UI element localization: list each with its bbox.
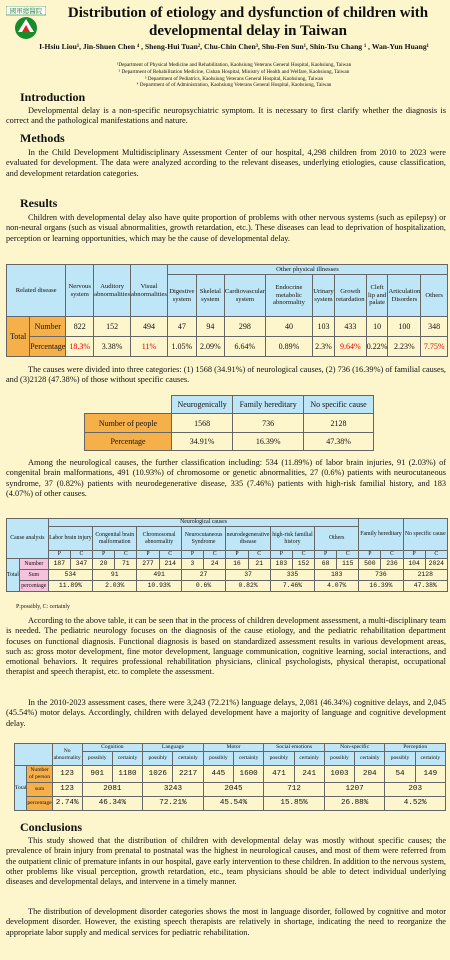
cell: 100 [388, 317, 421, 337]
certainly-label: certainly [233, 752, 263, 766]
no-abnormality-header: No abnormality [52, 744, 82, 766]
cause-analysis-header: Cause analysis [7, 519, 49, 559]
hospital-logo [6, 6, 46, 40]
cell: 91 [93, 570, 137, 581]
group-social: Social emotions [264, 744, 325, 752]
cell-highlight: 9.64% [334, 337, 366, 357]
cell: 16.39% [233, 433, 304, 451]
group-neurocutaneous: Neurocutaneous Syndrome [181, 527, 225, 551]
methods-heading: Methods [20, 131, 65, 145]
cell: 94 [196, 317, 224, 337]
neuro-causes-header: Neurological causes [48, 519, 359, 527]
cell: 348 [421, 317, 448, 337]
cell: 16.39% [359, 581, 403, 592]
cell: 2.09% [196, 337, 224, 357]
cell: 1003 [324, 766, 354, 783]
group-labor: Labor brain injury [48, 527, 92, 551]
cell: 34.91% [172, 433, 233, 451]
cell: 0.82% [226, 581, 271, 592]
cell: 2128 [304, 414, 374, 433]
row-number-label: Number of person [27, 766, 52, 783]
certainly-label: certainly [173, 752, 203, 766]
cell: 4.52% [385, 797, 446, 811]
cell: 203 [385, 783, 446, 797]
p-label: P [270, 551, 292, 559]
group-language: Language [143, 744, 204, 752]
total-label: Total [15, 766, 27, 811]
certainly-label: certainly [415, 752, 445, 766]
cell: 901 [82, 766, 112, 783]
cell: 471 [264, 766, 294, 783]
row-sum-label: Sum [19, 570, 48, 581]
cell: 40 [265, 317, 312, 337]
cell: 2.03% [93, 581, 137, 592]
cell: 2217 [173, 766, 203, 783]
dysfunction-table [14, 743, 446, 811]
results-paragraph-3: Among the neurological causes, the further classification including: 534 (11.89%) of labor brain injuries, 91 (2.03%) of congenital brain malformations, 491 (10.93%) of chromosome or genetic abnormalities, 27 (0.6%) patients with neurocutaneous syndrome, 37 (0.82%) patients with neurodegenerative disease, 335 (7.46%) patients with high-risk familial history, and 183 (4.07%) of other causes. [6, 458, 446, 498]
header-no-specific: No specific cause [304, 396, 374, 414]
cell: 736 [233, 414, 304, 433]
cell: 2081 [82, 783, 143, 797]
cell: 2024 [425, 559, 447, 570]
cell: 277 [137, 559, 159, 570]
header-family: Family hereditary [233, 396, 304, 414]
cell: 27 [181, 570, 225, 581]
c-label: C [159, 551, 181, 559]
cell: 2.3% [313, 337, 335, 357]
cell: 214 [159, 559, 181, 570]
cell-highlight: 11% [131, 337, 168, 357]
affiliation-2: ² Department of Rehabilitation Medicine, Cishan Hospital, Ministry of Health and Welfare, Kaohsiung, Taiwan [118, 68, 350, 75]
cell: 183 [315, 570, 359, 581]
c-label: C [337, 551, 359, 559]
cell: 10.93% [137, 581, 181, 592]
related-disease-table [6, 264, 448, 357]
cell: 24 [204, 559, 226, 570]
cell: 47.38% [403, 581, 447, 592]
row-label: Percentage [85, 433, 172, 451]
table-footnote: P:possibly, C: certainly [16, 604, 70, 610]
p-label: P [359, 551, 381, 559]
group-cognition: Cognition [82, 744, 143, 752]
cause-analysis-table [6, 518, 448, 592]
cell: 241 [294, 766, 324, 783]
logo-text: 國軍總醫院 [9, 7, 43, 15]
affiliation-1: ¹Department of Physical Medicine and Rehabilitation, Kaohsiung Veterans General Hospital, Kaohsiung, Taiwan [116, 62, 352, 68]
col-skeletal: Skeletal system [196, 275, 224, 317]
affiliations [20, 62, 448, 89]
cell: 7.46% [270, 581, 314, 592]
row-number-label: Number [30, 317, 66, 337]
cell: 1568 [172, 414, 233, 433]
family-hereditary-header: Family hereditary [359, 519, 403, 551]
c-label: C [70, 551, 92, 559]
cell: 0.89% [265, 337, 312, 357]
certainly-label: certainly [294, 752, 324, 766]
p-label: P [137, 551, 159, 559]
col-cardiovascular: Cardiovascular system [224, 275, 265, 317]
row-label: Number of people [85, 414, 172, 433]
c-label: C [381, 551, 403, 559]
cell: 16 [226, 559, 248, 570]
cell: 149 [415, 766, 445, 783]
possibly-label: possibly [82, 752, 112, 766]
cell: 4.07% [315, 581, 359, 592]
introduction-text: Developmental delay is a non-specific neuropsychiatric symptom. It is necessary to first clarify whether the diagnosis is correct and the pathological manifestations and nature. [6, 106, 446, 126]
p-label: P [315, 551, 337, 559]
methods-text: In the Child Development Multidisciplinary Assessment Center of our hospital, 4,298 children from 2010 to 2023 were evaluated for development. The data were analyzed according to the relevant diseases, underlying etiologies, cause classification, and development retardation categories. [6, 148, 446, 178]
cell: 2.74% [52, 797, 82, 811]
row-number-label: Number [19, 559, 48, 570]
row-percentage-label: Percentage [30, 337, 66, 357]
results-paragraph-1: Children with developmental delay also have quite proportion of problems with other nervous systems (such as epilepsy) or non-neural organs (such as visual abnormalities, growth retardation, etc.). These diseases can lead to deprivation of hospitalization, perception or learning opportunities, which may be the cause of developmental delay. [6, 213, 446, 243]
p-label: P [48, 551, 70, 559]
cell-highlight: 18.3% [66, 337, 94, 357]
cell: 0.22% [366, 337, 388, 357]
p-label: P [93, 551, 115, 559]
cell: 123 [52, 766, 82, 783]
cell: 45.54% [203, 797, 264, 811]
related-disease-header: Related disease [7, 265, 66, 317]
col-endocrine: Endocrine metabolic abnormality [265, 275, 312, 317]
group-motor: Motor [203, 744, 264, 752]
cell: 37 [226, 570, 271, 581]
possibly-label: possibly [385, 752, 415, 766]
cell: 2128 [403, 570, 447, 581]
cell: 2.23% [388, 337, 421, 357]
cell: 3243 [143, 783, 204, 797]
p-label: P [403, 551, 425, 559]
c-label: C [248, 551, 270, 559]
cell: 3.38% [94, 337, 131, 357]
row-sum-label: sum [27, 783, 52, 797]
cell: 2045 [203, 783, 264, 797]
group-high-risk: high-risk familial history [270, 527, 314, 551]
cell: 152 [292, 559, 314, 570]
cell: 0.6% [181, 581, 225, 592]
cell: 712 [264, 783, 325, 797]
cell: 71 [115, 559, 137, 570]
no-specific-header: No specific cause [403, 519, 447, 551]
cell: 68 [315, 559, 337, 570]
c-label: C [204, 551, 226, 559]
group-congenital: Congenital brain malformation [93, 527, 137, 551]
cell: 1600 [233, 766, 263, 783]
cell: 822 [66, 317, 94, 337]
cell: 72.21% [143, 797, 204, 811]
c-label: C [115, 551, 137, 559]
cell: 6.64% [224, 337, 265, 357]
conclusions-paragraph-1: This study showed that the distribution of children with developmental delay was mostly without specific causes; the prevalence of brain injury from prenatal to postnatal was the highest in neurological causes, and most of them were referred from the outpatient clinic of premature infants in our hospital, gave early intervention to these children. In addition to the nervous system, other problems like visual perception, growth retardation, etc., team physicians should be able to detect individual underlying diseases and developmental delays, and intervene in a timely manner. [6, 836, 446, 887]
cell: 104 [403, 559, 425, 570]
group-non-specific: Non-specific [324, 744, 385, 752]
header-neurogenically: Neurogenically [172, 396, 233, 414]
cell: 1026 [143, 766, 173, 783]
row-percentage-label: percentage [27, 797, 52, 811]
col-articulation: Articulation Disorders [388, 275, 421, 317]
cell: 347 [70, 559, 92, 570]
cell: 123 [52, 783, 82, 797]
cell-highlight: 7.75% [421, 337, 448, 357]
cell: 204 [355, 766, 385, 783]
cell: 10 [366, 317, 388, 337]
cell: 491 [137, 570, 181, 581]
group-perception: Perception [385, 744, 446, 752]
col-urinary: Urinary system [313, 275, 335, 317]
author-list: I-Hsiu Liou¹, Jin-Shuen Chen ⁴ , Sheng-Hui Tuan², Chu-Chin Chen³, Shu-Fen Sun¹, Shin-Tsu Chang ¹ , Wan-Yun Huang¹ [39, 42, 429, 51]
other-physical-header: Other physical illnesses [167, 265, 447, 275]
certainly-label: certainly [112, 752, 142, 766]
cell: 500 [359, 559, 381, 570]
conclusions-paragraph-2: The distribution of development disorder categories shows the most in language disorder, followed by cognitive and motor development disorder. However, the existing speech therapists are relatively in shortage, indicating the need to reorganize the appropriate labor supply and medical services for pediatric rehabilitation. [6, 907, 446, 937]
cell: 494 [131, 317, 168, 337]
cell: 534 [48, 570, 92, 581]
cell: 46.34% [82, 797, 143, 811]
p-label: P [226, 551, 248, 559]
col-auditory: Auditory abnormalities [94, 265, 131, 317]
cell: 298 [224, 317, 265, 337]
cell: 1.05% [167, 337, 196, 357]
cause-category-table [84, 395, 374, 451]
cell: 15.85% [264, 797, 325, 811]
empty-corner [15, 744, 53, 766]
cell: 54 [385, 766, 415, 783]
group-chromosomal: Chromosomal abnormality [137, 527, 181, 551]
cell: 1207 [324, 783, 385, 797]
cell: 47 [167, 317, 196, 337]
row-percentage-label: percentage [19, 581, 48, 592]
group-others: Others [315, 527, 359, 551]
possibly-label: possibly [203, 752, 233, 766]
cell: 21 [248, 559, 270, 570]
cell: 3 [181, 559, 203, 570]
possibly-label: possibly [264, 752, 294, 766]
col-nervous: Nervous system [66, 265, 94, 317]
results-paragraph-4: According to the above table, it can be seen that in the process of children development assessment, a multi-disciplinary team is needed. The pediatric neurology focuses on the diagnosis of the cause etiology, and the pediatric rehabilitation department focuses on functional diagnosis. Functional diagnosis is based on standardized assessment results in various development areas, such as: gross motor development, fine motor development, language communication, cognitive learning, social interactions, and emotional behaviors. It requires professional rehabilitation physicians, clinical psychologists, physical therapist, occupational therapist and speech therapist, etc. to complete the assessment. [6, 616, 446, 677]
group-neurodegenerative: neurodegenerative disease [226, 527, 271, 551]
possibly-label: possibly [143, 752, 173, 766]
cell: 26.88% [324, 797, 385, 811]
cell: 115 [337, 559, 359, 570]
cell: 183 [270, 559, 292, 570]
introduction-heading: Introduction [20, 90, 86, 104]
cell: 236 [381, 559, 403, 570]
results-paragraph-5: In the 2010-2023 assessment cases, there were 3,243 (72.21%) language delays, 2,081 (46.34%) cognitive delays, and 2,045 (45.54%) motor delays. Accordingly, children with delayed development have a majority of language and cognitive development delay. [6, 698, 446, 728]
cell: 433 [334, 317, 366, 337]
col-digestive: Digestive system [167, 275, 196, 317]
cell: 445 [203, 766, 233, 783]
results-heading: Results [20, 196, 58, 210]
cell: 335 [270, 570, 314, 581]
col-cleft: Cleft lip and palate [366, 275, 388, 317]
conclusions-heading: Conclusions [20, 820, 83, 834]
cell: 11.89% [48, 581, 92, 592]
col-others: Others [421, 275, 448, 317]
col-visual: Visual abnormalities [131, 265, 168, 317]
affiliation-3: ³ Department of Pediatrics, Kaohsiung Veterans General Hospital, Kaohsiung, Taiwan [144, 75, 324, 82]
cell: 20 [93, 559, 115, 570]
cell: 47.38% [304, 433, 374, 451]
cell: 187 [48, 559, 70, 570]
affiliation-4: ⁴ Department of of Administration, Kaohsiung Veterans General Hospital, Kaohsiung, Taiwan [136, 82, 332, 89]
total-label: Total [7, 317, 30, 357]
cell: 1180 [112, 766, 142, 783]
cell: 103 [313, 317, 335, 337]
total-label: Total [7, 559, 20, 592]
p-label: P [181, 551, 203, 559]
certainly-label: certainly [355, 752, 385, 766]
cell: 736 [359, 570, 403, 581]
cell: 152 [94, 317, 131, 337]
empty-corner [85, 396, 172, 414]
col-growth: Growth retardation [334, 275, 366, 317]
c-label: C [425, 551, 447, 559]
possibly-label: possibly [324, 752, 354, 766]
poster-title: Distribution of etiology and dysfunction of children with developmental delay in Taiwan [67, 5, 429, 39]
c-label: C [292, 551, 314, 559]
results-paragraph-2: The causes were divided into three categories: (1) 1568 (34.91%) of neurological causes, (2) 736 (16.39%) of familial causes, and (3)2128 (47.38%) of those without specific causes. [6, 365, 446, 385]
